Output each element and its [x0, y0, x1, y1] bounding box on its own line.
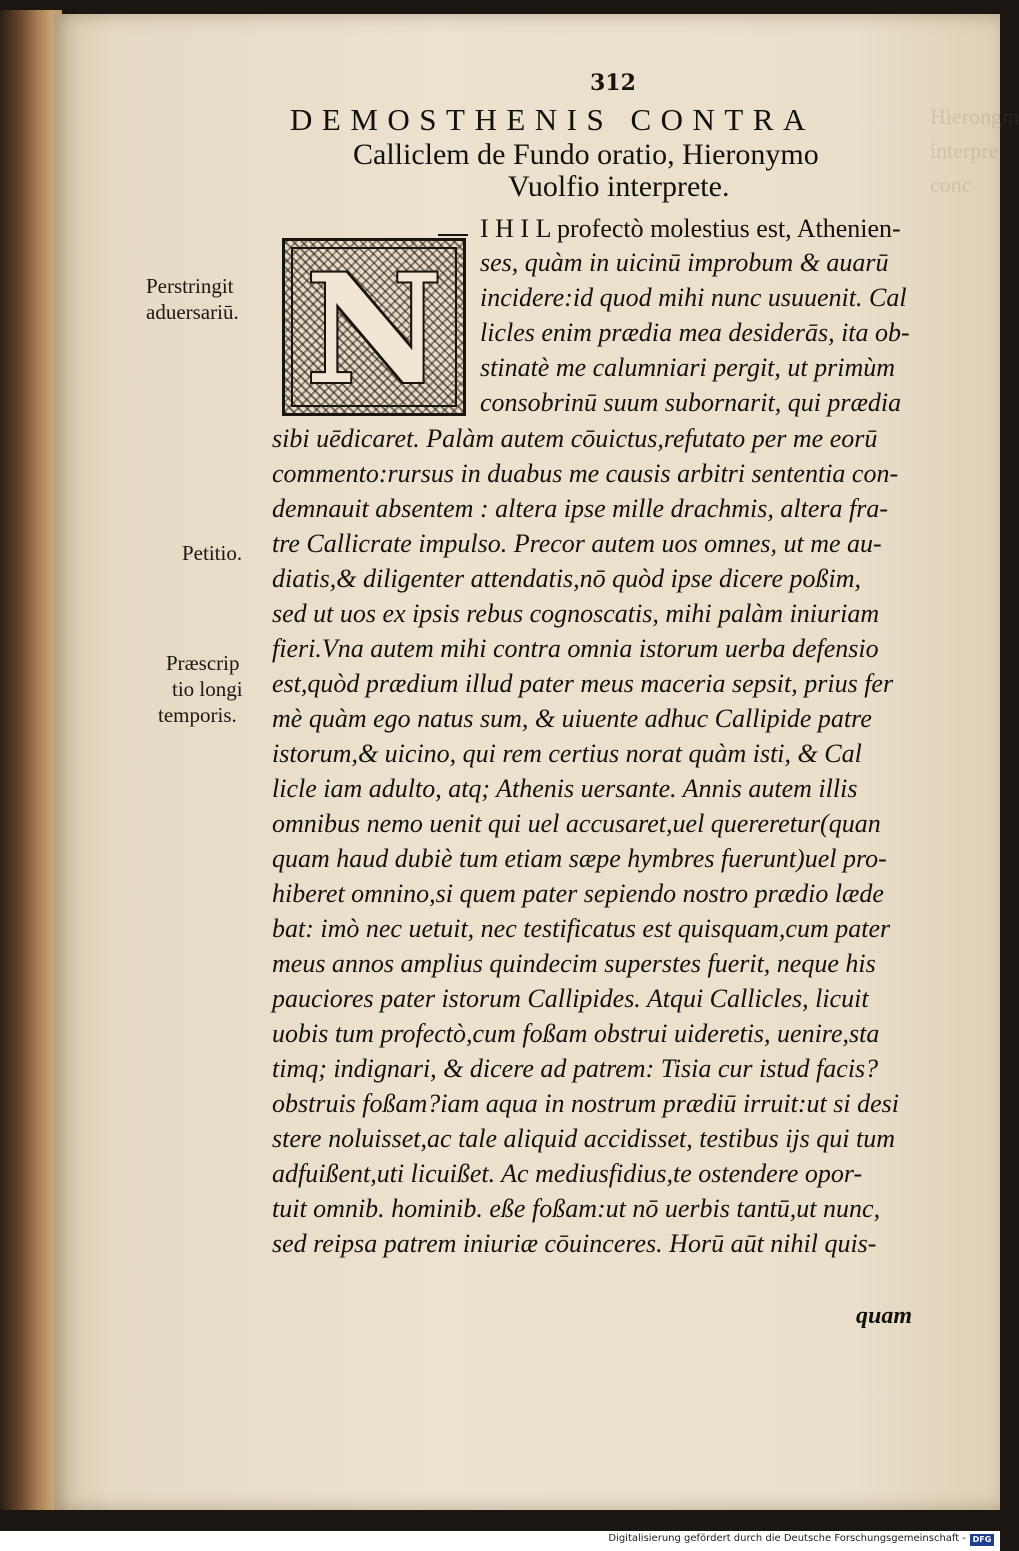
- margin-note-praescriptio: [158, 650, 243, 728]
- text-line: sibi uēdicaret. Palàm autem cōuictus,refutato per me eorū: [272, 424, 878, 453]
- text-line: omnibus nemo uenit qui uel accusaret,uel quereretur(quan: [272, 809, 881, 838]
- text-line: stere noluisset,ac tale aliquid accidisset, testibus ijs qui tum: [272, 1124, 895, 1153]
- text-line: commento:rursus in duabus me causis arbitri sententia con-: [272, 459, 899, 488]
- text-line: est,quòd prædium illud pater meus maceria sepsit, prius fer: [272, 669, 894, 698]
- text-line: tuit omnib. hominib. eße foßam:ut nō uerbis tantū,ut nunc,: [272, 1194, 881, 1223]
- bleed-fragment: conc: [930, 172, 972, 197]
- text-line: demnauit absentem : altera ipse mille drachmis, altera fra-: [272, 494, 888, 523]
- text-line: quam haud dubiè tum etiam sæpe hymbres fuerunt)uel pro-: [272, 844, 887, 873]
- margin-note-line: temporis.: [158, 703, 237, 727]
- text-line: uobis tum profectò,cum foßam obstrui uideretis, uenire,sta: [272, 1019, 880, 1048]
- text-line: hiberet omnino,si quem pater sepiendo nostro prædio læde: [272, 879, 884, 908]
- title-line-2: Calliclem de Fundo oratio, Hieronymo: [353, 138, 819, 171]
- text-line: consobrinū suum subornarit, qui prædia: [480, 388, 902, 417]
- catchword: quam: [856, 1303, 913, 1329]
- title-line-3: Vuolfio interprete.: [508, 170, 730, 203]
- funding-credit: Digitalisierung gefördert durch die Deutsche Forschungsgemeinschaft -: [608, 1533, 966, 1544]
- text-line: mè quàm ego natus sum, & uiuente adhuc Callipide patre: [272, 704, 872, 733]
- text-line: stinatè me calumniari pergit, ut primùm: [480, 353, 896, 382]
- bleed-fragment: Hierongm: [930, 104, 1019, 129]
- text-line: tre Callicrate impulso. Precor autem uos omnes, ut me au-: [272, 529, 882, 558]
- margin-note-line: aduersariū.: [146, 300, 239, 324]
- text-line: obstruis foßam?iam aqua in nostrum prædiū irruit:ut si desi: [272, 1089, 899, 1118]
- dfg-logo: DFG: [970, 1534, 994, 1546]
- initial-letter: N: [305, 242, 443, 418]
- text-line: pauciores pater istorum Callipides. Atqui Callicles, licuit: [272, 984, 869, 1013]
- margin-note-line: Perstringit: [146, 274, 234, 298]
- text-line: diatis,& diligenter attendatis,nō quòd ipse dicere poßim,: [272, 564, 862, 593]
- text-line: meus annos amplius quindecim superstes fuerit, neque his: [272, 949, 876, 978]
- text-line: istorum,& uicino, qui rem certius norat quàm isti, & Cal: [272, 739, 862, 768]
- text-line: timq; indignari, & dicere ad patrem: Tisia cur istud facis?: [272, 1054, 879, 1083]
- initial-top-rule: [438, 234, 468, 236]
- text-line: sed reipsa patrem iniuriæ cōuinceres. Horū aūt nihil quis-: [272, 1229, 877, 1258]
- page-number: 312: [590, 70, 636, 96]
- text-line: I H I L profectò molestius est, Athenien-: [480, 214, 901, 243]
- text-line: licle iam adulto, atq; Athenis uersante. Annis autem illis: [272, 774, 858, 803]
- text-line: ses, quàm in uicinū improbum & auarū: [480, 248, 889, 277]
- title-line-1: DEMOSTHENIS CONTRA: [290, 102, 815, 137]
- margin-note-perstringit: [146, 273, 239, 325]
- book-spine: [0, 10, 62, 1510]
- bleed-fragment: interpre: [930, 138, 999, 163]
- bleed-through-neighbor-page: [930, 100, 1019, 220]
- margin-note-petitio: [182, 540, 242, 566]
- text-line: adfuißent,uti licuißet. Ac mediusfidius,te ostendere opor-: [272, 1159, 863, 1188]
- margin-note-line: Præscrip: [166, 651, 240, 675]
- margin-note-line: tio longi: [172, 677, 243, 701]
- text-line: sed ut uos ex ipsis rebus cognoscatis, mihi palàm iniuriam: [272, 599, 880, 628]
- text-line: fieri.Vna autem mihi contra omnia istorum uerba defensio: [272, 634, 879, 663]
- text-line: licles enim prædia mea desiderās, ita ob-: [480, 318, 910, 347]
- decorated-initial: [282, 238, 466, 416]
- margin-note-line: Petitio.: [182, 541, 243, 565]
- text-line: bat: imò nec uetuit, nec testificatus est quisquam,cum pater: [272, 914, 891, 943]
- text-line: incidere:id quod mihi nunc usuuenit. Cal: [480, 283, 907, 312]
